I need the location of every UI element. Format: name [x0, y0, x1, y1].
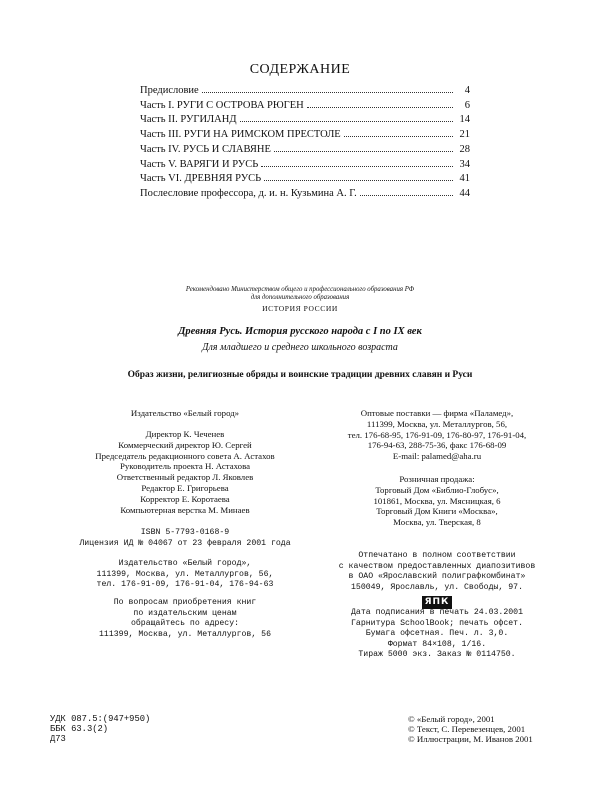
toc-entry-title: Часть II. РУГИЛАНД: [140, 114, 237, 126]
copyright-line: © Текст, С. Перевезенцев, 2001: [408, 724, 526, 735]
toc-entry: [140, 143, 470, 158]
wholesale-line: E-mail: palamed@aha.ru: [392, 451, 482, 462]
toc-leader-dots: [360, 195, 453, 196]
toc-entry-page: 44: [459, 187, 470, 199]
purchase-line: обращайтесь по адресу:: [130, 619, 240, 628]
copyright-line: © Иллюстрации, М. Иванов 2001: [408, 734, 533, 745]
publisher-heading: Издательство «Белый город»: [130, 408, 240, 418]
toc-entry: [140, 187, 470, 202]
classification-line: УДК 087.5:(947+950): [50, 714, 151, 724]
staff-line: Председатель редакционного совета А. Астахов: [95, 450, 275, 461]
wholesale-line: Оптовые поставки — фирма «Паламед»,: [360, 408, 514, 418]
classification-line: ББК 63.3(2): [50, 724, 109, 735]
recommendation-line: для дополнительного образования: [250, 294, 350, 301]
toc-entry: [140, 113, 470, 128]
toc-entry-title: Часть IV. РУСЬ И СЛАВЯНЕ: [140, 143, 271, 155]
staff-line: Директор К. Чеченев: [145, 429, 225, 439]
isbn-block: [70, 528, 300, 549]
book-description: Образ жизни, религиозные обряды и воинские традиции древних славян и Руси: [127, 370, 473, 380]
toc-entry: [140, 128, 470, 143]
toc-entry: [140, 84, 470, 99]
print-specs: [308, 608, 566, 661]
toc-leader-dots: [307, 107, 453, 108]
spec-line: Бумага офсетная. Печ. л. 3,0.: [365, 629, 509, 638]
book-title: Древняя Русь. История русского народа с I по IX век: [178, 326, 422, 337]
toc-entry-page: 21: [459, 129, 470, 141]
wholesale-line: 176-94-63, 288-75-36, факс 176-68-09: [367, 440, 507, 451]
recommendation-line: Рекомендовано Министерством общего и профессионального образования РФ: [185, 286, 415, 293]
toc-entry-page: 28: [459, 143, 470, 155]
classification-line: Д73: [50, 734, 66, 745]
printing-line: в ОАО «Ярославский полиграфкомбинат»: [348, 572, 526, 581]
retail-line: Москва, ул. Тверская, 8: [393, 517, 481, 528]
license: Лицензия ИД № 04067 от 23 февраля 2001 года: [79, 538, 291, 548]
purchase-line: По вопросам приобретения книг: [113, 598, 257, 607]
wholesale-line: 111399, Москва, ул. Металлургов, 56,: [366, 418, 508, 429]
toc-entry-title: Часть V. ВАРЯГИ И РУСЬ: [140, 158, 259, 170]
purchase-line: по издательским ценам: [133, 608, 237, 618]
table-of-contents: [140, 84, 470, 202]
classification-codes: [50, 714, 150, 745]
retail-line: 101861, Москва, ул. Мясницкая, 6: [373, 495, 501, 506]
toc-entry: [140, 99, 470, 114]
staff-line: Ответственный редактор Л. Яковлев: [116, 472, 254, 483]
toc-entry-page: 34: [459, 158, 470, 170]
toc-entry-title: Предисловие: [140, 85, 199, 96]
wholesale-line: тел. 176-68-95, 176-91-09, 176-80-97, 176-91-04,: [347, 429, 527, 440]
wholesale-info: [308, 408, 566, 462]
toc-leader-dots: [264, 180, 453, 181]
copyright-line: © «Белый город», 2001: [408, 714, 495, 724]
spec-line: Формат 84×108, 1/16.: [387, 639, 487, 649]
toc-title: СОДЕРЖАНИЕ: [249, 62, 351, 77]
toc-entry-title: Послесловие профессора, д. и. н. Кузьмина А. Г.: [140, 187, 357, 199]
staff-line: Коммерческий директор Ю. Сергей: [118, 439, 252, 450]
publisher-address: [70, 559, 300, 591]
address-line: тел. 176-91-09, 176-91-04, 176-94-63: [96, 580, 274, 589]
toc-leader-dots: [202, 92, 453, 93]
printing-info: [308, 551, 566, 593]
toc-entry: [140, 172, 470, 187]
printing-line: Отпечатано в полном соответствии: [358, 551, 516, 560]
address-line: 111399, Москва, ул. Металлургов, 56,: [96, 569, 274, 579]
toc-leader-dots: [274, 151, 453, 152]
toc-entry-title: Часть I. РУГИ С ОСТРОВА РЮГЕН: [140, 99, 304, 111]
retail-info: [308, 474, 566, 528]
printer-logo: ЯПК: [422, 596, 453, 609]
spec-line: Гарнитура SchoolBook; печать офсет.: [351, 618, 523, 628]
toc-entry-page: 4: [464, 85, 470, 96]
isbn: ISBN 5-7793-0168-9: [140, 528, 230, 537]
toc-entry-title: Часть VI. ДРЕВНЯЯ РУСЬ: [140, 173, 262, 185]
retail-line: Розничная продажа:: [399, 474, 475, 484]
staff-line: Руководитель проекта Н. Астахова: [119, 461, 251, 472]
toc-entry-page: 41: [459, 173, 470, 185]
book-subtitle: Для младшего и среднего школьного возраста: [202, 342, 398, 353]
toc-leader-dots: [240, 121, 453, 122]
staff-line: Редактор Е. Григорьева: [141, 482, 229, 493]
spec-line: Тираж 5000 экз. Заказ № 0114750.: [358, 650, 516, 659]
toc-leader-dots: [344, 136, 453, 137]
toc-entry-page: 6: [464, 99, 470, 111]
printing-line: 150049, Ярославль, ул. Свободы, 97.: [351, 582, 523, 592]
toc-leader-dots: [261, 166, 453, 167]
staff-line: Корректор Е. Коротаева: [140, 493, 230, 504]
toc-entry: [140, 158, 470, 173]
address-line: Издательство «Белый город»,: [118, 559, 252, 568]
staff-line: Компьютерная верстка М. Минаев: [120, 504, 250, 515]
spec-line: Дата подписания в печать 24.03.2001: [351, 608, 523, 617]
staff-list: [70, 429, 300, 515]
purchase-line: 111399, Москва, ул. Металлургов, 56: [99, 629, 271, 639]
copyright: [408, 714, 533, 745]
retail-line: Торговый Дом «Библио-Глобус»,: [375, 484, 499, 495]
recommendation: [0, 286, 600, 302]
toc-entry-title: Часть III. РУГИ НА РИМСКОМ ПРЕСТОЛЕ: [140, 129, 341, 141]
printing-line: с качеством предоставленных диапозитивов: [338, 561, 536, 571]
series-name: ИСТОРИЯ РОССИИ: [262, 304, 338, 313]
retail-line: Торговый Дом Книги «Москва»,: [376, 506, 498, 517]
purchase-info: [70, 598, 300, 640]
toc-entry-page: 14: [459, 114, 470, 126]
